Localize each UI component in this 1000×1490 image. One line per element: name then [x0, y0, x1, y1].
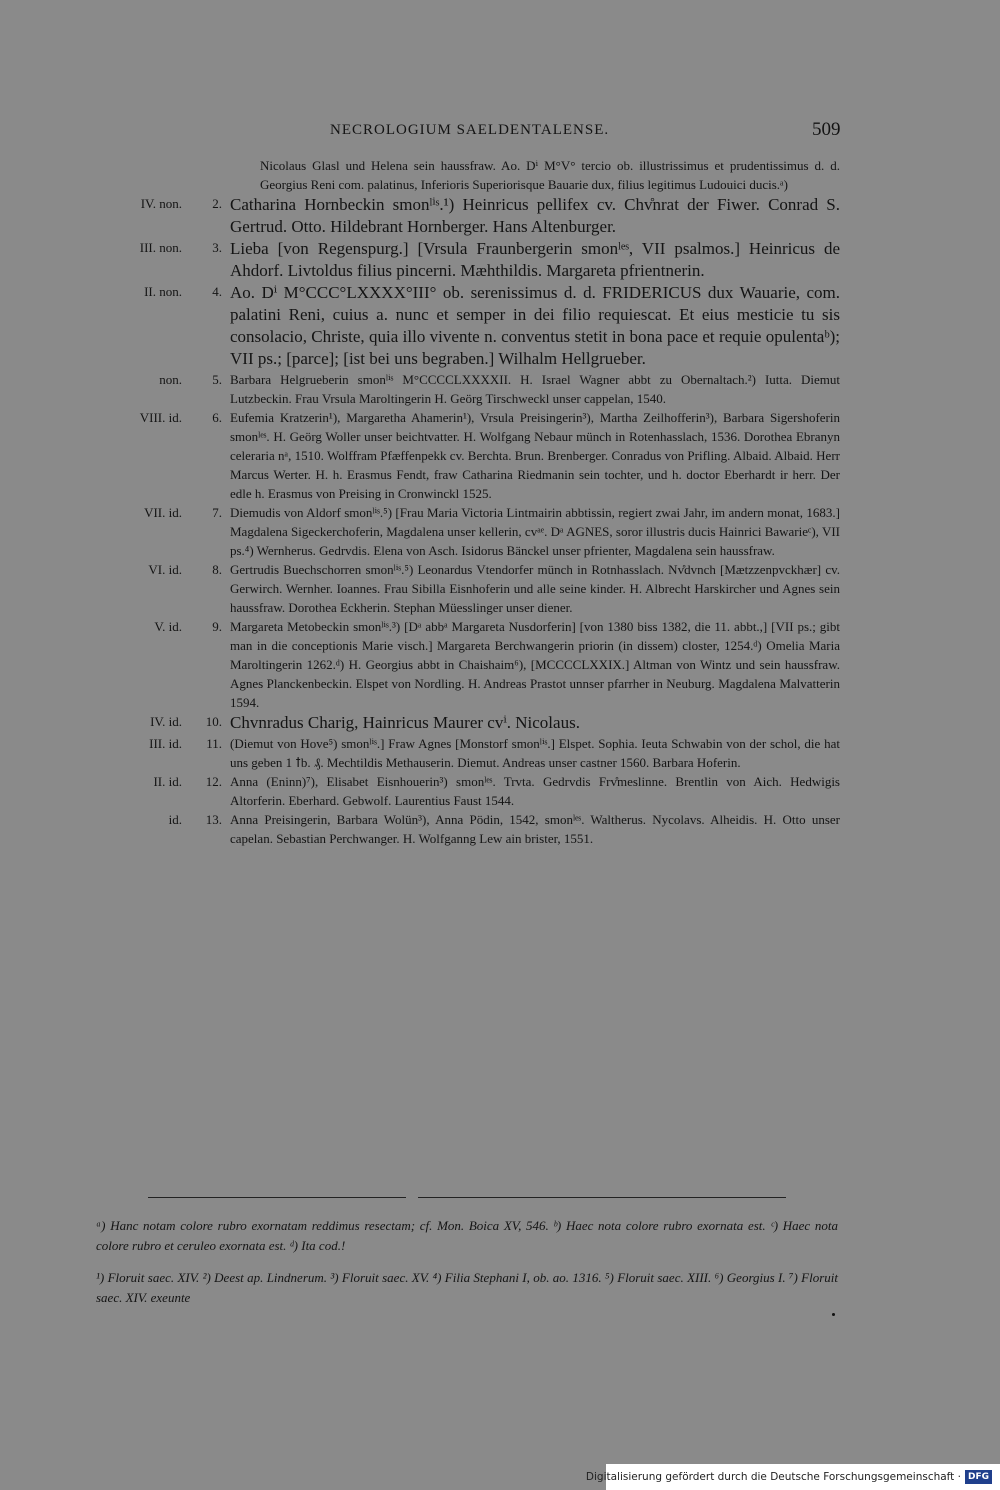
entry-text: Diemudis von Aldorf smonˡⁱˢ.⁵) [Frau Maria Victoria Lintmairin abbtissin, regiert zwai Jahr, im andern monat, 1683.] Magdalena Sigeckerchoferin, Magdalena unser kellerin, cvᵃᵉ. Dᵃ AGNES, soror illustris ducis Hainrici Bawarieᶜ), VII ps.⁴) Wernherus. Gedrvdis. Elena von Asch. Isidorus Bänckel unser pfrienter, Magdalena sein haussfraw. — [230, 505, 840, 558]
entry-day: VII. id. — [144, 505, 182, 520]
editorial-footnotes: ᵃ) Hanc notam colore rubro exornatam reddimus resectam; cf. Mon. Boica XV, 546. ᵇ) Haec nota colore rubro exornata est. ᶜ) Haec nota colore rubro et ceruleo exornata est. ᵈ) Ita cod.! — [96, 1218, 838, 1253]
entry-day: VI. id. — [148, 562, 182, 577]
footer-credit-text: Digitalisierung gefördert durch die Deutsche Forschungsgemeinschaft · — [585, 1471, 961, 1483]
necrology-entry — [80, 408, 840, 503]
entry-day: non. — [159, 372, 182, 387]
necrology-entry — [80, 370, 840, 408]
footnote-rule — [418, 1197, 786, 1198]
dfg-logo-icon: DFG — [965, 1470, 992, 1484]
necrology-entry — [80, 617, 840, 712]
entry-text: Lieba [von Regenspurg.] [Vrsula Fraunbergerin smonˡᵉˢ, VII psalmos.] Heinricus de Ahdorf. Livtoldus filius pincerni. Mæhthildis. Margareta pfrientnerin. — [230, 239, 840, 280]
entry-text: Ao. Dⁱ M°CCC°LXXXX°III° ob. serenissimus d. d. FRIDERICUS dux Wauarie, com. palatini Reni, cuius a. nunc et semper in dei filio requiescat. Et eius mesticie tu sis consolacio, Christe, quia illo vivente n. conventus stetit in bona pace et requie opulentaᵇ); VII ps.; [parce]; [ist bei uns begraben.] Wilhalm Hellgrueber. — [230, 283, 840, 368]
entry-day: V. id. — [154, 619, 182, 634]
entry-text: Catharina Hornbeckin smonˡⁱˢ.¹) Heinricus pellifex cv. Chv̊nrat der Fiwer. Conrad S. Gertrud. Otto. Hildebrant Hornberger. Hans Altenburger. — [230, 195, 840, 236]
entry-number: 10. — [205, 714, 222, 729]
necrology-entry — [80, 810, 840, 848]
entry-number: 8. — [212, 562, 222, 577]
entry-day: id. — [168, 812, 182, 827]
historical-footnotes: ¹) Floruit saec. XIV. ²) Deest ap. Lindnerum. ³) Floruit saec. XV. ⁴) Filia Stephani I, ob. ao. 1316. ⁵) Floruit saec. XIII. ⁶) Georgius I. ⁷) Floruit saec. XIV. exeunte — [96, 1270, 838, 1305]
running-title: NECROLOGIUM SAELDENTALENSE. — [330, 122, 610, 138]
entry-day: II. non. — [144, 284, 182, 299]
entry-text: (Diemut von Hove⁵) smonˡⁱˢ.] Fraw Agnes [Monstorf smonˡⁱˢ.] Elspet. Sophia. Ieuta Schwabin von der schol, die hat uns geben 1 ꝉb. ₰. Mechtildis Methauserin. Diemut. Andreas unser castner 1560. Barbara Hoferin. — [230, 736, 840, 770]
necrology-entry — [80, 712, 840, 734]
entry-number: 11. — [206, 736, 222, 751]
entry-number: 5. — [212, 372, 222, 387]
intro-paragraph: Nicolaus Glasl und Helena sein haussfraw. Ao. Dⁱ M°V° tercio ob. illustrissimus et prudentissimus d. d. Georgius Reni com. palatinus, Inferioris Superiorisque Bauarie dux, filius legitimus Ludouici ducis.ᵃ) — [260, 158, 840, 192]
dfg-footer-bar — [585, 1464, 1000, 1490]
page-header — [0, 119, 1000, 146]
entry-day: II. id. — [153, 774, 182, 789]
entry-text: Chvnradus Charig, Hainricus Maurer cvⁱ. Nicolaus. — [230, 713, 580, 732]
necrology-text — [80, 156, 840, 848]
necrology-entry — [80, 503, 840, 560]
entry-text: Margareta Metobeckin smonˡⁱˢ.³) [Dᵃ abbᵃ Margareta Nusdorferin] [von 1380 biss 1382, die 11. abbt.,] [VII ps.; gibt man in die conceptionis Marie visch.] Margareta Berchwangerin priorin (in dissem) closter, 1254.ᵈ) Omelia Maria Maroltingerin 1262.ᵈ) H. Georgius abbt in Chaishaim⁶), [MCCCCLXXIX.] Altman von Wintz und sein haussfraw. Agnes Planckenbeckin. Elspet von Nordling. H. Andreas Prastot unnser pfarrher in Neuburg. Magdalena Malvatterin 1594. — [230, 619, 840, 710]
entry-number: 13. — [205, 812, 222, 827]
necrology-entry — [80, 772, 840, 810]
entry-text: Barbara Helgrueberin smonˡⁱˢ M°CCCCLXXXXII. H. Israel Wagner abbt zu Obernaltach.²) Iutta. Diemut Lutzbeckin. Frau Vrsula Maroltingerin H. Geörg Tirschweckl unser cappelan, 1540. — [230, 372, 840, 406]
entry-text: Eufemia Kratzerin¹), Margaretha Ahamerin¹), Vrsula Preisingerin³), Martha Zeilhofferin³), Barbara Sigershoferin smonˡᵉˢ. H. Geörg Woller unser beichtvatter. H. Wolfgang Nebaur münch in Rotenhasslach, 1536. Dorothea Ebranyn celeraria nᵃ, 1510. Wolffram Pfæffenpekk cv. Berchta. Brun. Brenberger. Conradus von Prifling. Albaid. Albaid. Herr Marcus Werter. H. h. Erasmus Fendt, fraw Catharina Riedmanin sein tochter, und h. doctor Eberhardt ir herr. Der edle h. Erasmus von Preising in Cronwinckl 1525. — [230, 410, 840, 501]
entry-day: VIII. id. — [139, 410, 182, 425]
entry-number: 12. — [205, 774, 222, 789]
entry-number: 4. — [212, 284, 222, 299]
entry-day: III. non. — [139, 240, 182, 255]
entry-number: 3. — [212, 240, 222, 255]
entry-day: IV. non. — [140, 196, 182, 211]
entry-text: Anna Preisingerin, Barbara Wolün³), Anna Pödin, 1542, smonˡᵉˢ. Waltherus. Nycolavs. Alheidis. H. Otto unser capelan. Sebastian Perchwanger. H. Wolfganng Lew ain brister, 1551. — [230, 812, 840, 846]
entry-text: Anna (Eninn)⁷), Elisabet Eisnhouerin³) smonˡᵉˢ. Trvta. Gedrvdis Frv̊meslinne. Brentlin von Aich. Hedwigis Altorferin. Eberhard. Gebwolf. Laurentius Faust 1544. — [230, 774, 840, 808]
entry-day: IV. id. — [150, 714, 182, 729]
necrology-entry — [80, 560, 840, 617]
entry-number: 7. — [212, 505, 222, 520]
footnote-rule — [148, 1197, 406, 1198]
necrology-entry — [80, 282, 840, 370]
page-number: 509 — [812, 119, 841, 140]
entry-text: Gertrudis Buechschorren smonˡⁱˢ.⁵) Leonardus Vtendorfer münch in Rotnhasslach. Nv̊dvnch [Mætzzenpvckhær] cv. Gerwirch. Wernher. Ioannes. Frau Sibilla Eisnhoferin und alle seine kinder. H. Albrecht Harskircher und Agnes sein haussfraw. Dorothea Eckherin. Stephan Müesslinger unser diener. — [230, 562, 840, 615]
entry-number: 2. — [212, 196, 222, 211]
necrology-entry — [80, 194, 840, 238]
print-mark — [832, 1313, 835, 1316]
necrology-entry — [80, 734, 840, 772]
entry-day: III. id. — [149, 736, 182, 751]
entry-number: 9. — [212, 619, 222, 634]
necrology-entry — [80, 238, 840, 282]
entry-number: 6. — [212, 410, 222, 425]
